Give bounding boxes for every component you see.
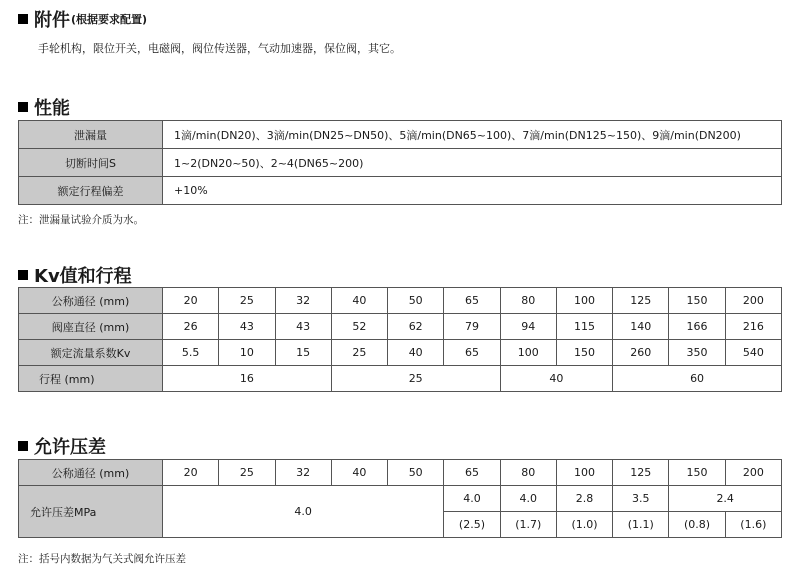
nominal-cell: 200 bbox=[725, 288, 781, 314]
seat-cell: 216 bbox=[725, 314, 781, 340]
pressure-group-cell: 4.0 bbox=[163, 486, 444, 538]
nominal-cell: 100 bbox=[556, 288, 612, 314]
leakage-label: 泄漏量 bbox=[19, 121, 163, 149]
flow-cell: 15 bbox=[275, 340, 331, 366]
kv-table bbox=[18, 287, 782, 392]
table-row bbox=[19, 460, 782, 486]
nominal-cell: 25 bbox=[219, 460, 275, 486]
nominal-cell: 32 bbox=[275, 288, 331, 314]
nominal-cell: 150 bbox=[669, 460, 725, 486]
table-row bbox=[19, 288, 782, 314]
shutoff-time-label: 切断时间S bbox=[19, 149, 163, 177]
pressure-lower-cell: (2.5) bbox=[444, 512, 500, 538]
stroke-deviation-label: 额定行程偏差 bbox=[19, 177, 163, 205]
pressure-note: 注：括号内数据为气关式阀允许压差 bbox=[18, 553, 186, 565]
pressure-lower-cell: (1.0) bbox=[556, 512, 612, 538]
flow-cell: 100 bbox=[500, 340, 556, 366]
flow-cell: 40 bbox=[388, 340, 444, 366]
pressure-upper-cell: 2.4 bbox=[669, 486, 782, 512]
nominal-cell: 50 bbox=[388, 460, 444, 486]
kv-title: Kv值和行程 bbox=[34, 266, 132, 287]
performance-table bbox=[18, 120, 782, 205]
pressure-lower-cell: (1.1) bbox=[613, 512, 669, 538]
shutoff-time-value: 1~2(DN20~50)、2~4(DN65~200) bbox=[163, 149, 782, 177]
nominal-cell: 100 bbox=[556, 460, 612, 486]
pressure-upper-cell: 2.8 bbox=[556, 486, 612, 512]
flow-cell: 25 bbox=[331, 340, 387, 366]
nominal-cell: 125 bbox=[613, 288, 669, 314]
stroke-label: 行程 (mm) bbox=[19, 366, 163, 392]
nominal-cell: 65 bbox=[444, 288, 500, 314]
seat-cell: 140 bbox=[613, 314, 669, 340]
flow-cell: 350 bbox=[669, 340, 725, 366]
flow-coefficient-label: 额定流量系数Kv bbox=[19, 340, 163, 366]
accessories-text: 手轮机构，限位开关，电磁阀，阀位传送器，气动加速器，保位阀，其它。 bbox=[38, 42, 401, 55]
performance-title: 性能 bbox=[34, 98, 70, 119]
seat-cell: 79 bbox=[444, 314, 500, 340]
bullet-square-icon bbox=[18, 14, 28, 24]
pressure-title: 允许压差 bbox=[34, 437, 106, 458]
flow-cell: 65 bbox=[444, 340, 500, 366]
pressure-upper-cell: 4.0 bbox=[500, 486, 556, 512]
flow-cell: 5.5 bbox=[163, 340, 219, 366]
allowable-pressure-label: 允许压差MPa bbox=[19, 486, 163, 538]
stroke-cell: 25 bbox=[331, 366, 500, 392]
leakage-value: 1滴/min(DN20)、3滴/min(DN25~DN50)、5滴/min(DN65~100)、7滴/min(DN125~150)、9滴/min(DN200) bbox=[163, 121, 782, 149]
nominal-cell: 80 bbox=[500, 288, 556, 314]
stroke-cell: 40 bbox=[500, 366, 613, 392]
nominal-cell: 200 bbox=[725, 460, 781, 486]
nominal-cell: 150 bbox=[669, 288, 725, 314]
nominal-diameter-label: 公称通径 (mm) bbox=[19, 460, 163, 486]
stroke-cell: 16 bbox=[163, 366, 332, 392]
seat-cell: 26 bbox=[163, 314, 219, 340]
accessories-title: 附件 bbox=[34, 10, 70, 31]
pressure-lower-cell: (1.7) bbox=[500, 512, 556, 538]
stroke-deviation-value: +10% bbox=[163, 177, 782, 205]
seat-cell: 43 bbox=[275, 314, 331, 340]
table-row bbox=[19, 121, 782, 149]
pressure-lower-cell: (0.8) bbox=[669, 512, 725, 538]
nominal-cell: 25 bbox=[219, 288, 275, 314]
table-row bbox=[19, 149, 782, 177]
pressure-upper-cell: 4.0 bbox=[444, 486, 500, 512]
table-row bbox=[19, 366, 782, 392]
flow-cell: 10 bbox=[219, 340, 275, 366]
table-row bbox=[19, 314, 782, 340]
bullet-square-icon bbox=[18, 270, 28, 280]
nominal-cell: 20 bbox=[163, 288, 219, 314]
flow-cell: 540 bbox=[725, 340, 781, 366]
nominal-cell: 40 bbox=[331, 288, 387, 314]
nominal-cell: 80 bbox=[500, 460, 556, 486]
seat-cell: 166 bbox=[669, 314, 725, 340]
pressure-table bbox=[18, 459, 782, 538]
bullet-square-icon bbox=[18, 441, 28, 451]
pressure-heading bbox=[18, 433, 106, 459]
nominal-diameter-label: 公称通径 (mm) bbox=[19, 288, 163, 314]
nominal-cell: 20 bbox=[163, 460, 219, 486]
flow-cell: 150 bbox=[556, 340, 612, 366]
seat-cell: 43 bbox=[219, 314, 275, 340]
pressure-lower-cell: (1.6) bbox=[725, 512, 781, 538]
nominal-cell: 32 bbox=[275, 460, 331, 486]
seat-cell: 62 bbox=[388, 314, 444, 340]
accessories-subtitle: (根据要求配置) bbox=[71, 13, 148, 26]
flow-cell: 260 bbox=[613, 340, 669, 366]
kv-heading bbox=[18, 262, 132, 288]
seat-cell: 94 bbox=[500, 314, 556, 340]
stroke-cell: 60 bbox=[613, 366, 782, 392]
nominal-cell: 125 bbox=[613, 460, 669, 486]
nominal-cell: 50 bbox=[388, 288, 444, 314]
seat-diameter-label: 阀座直径 (mm) bbox=[19, 314, 163, 340]
table-row bbox=[19, 340, 782, 366]
pressure-upper-cell: 3.5 bbox=[613, 486, 669, 512]
table-row bbox=[19, 486, 782, 512]
nominal-cell: 65 bbox=[444, 460, 500, 486]
nominal-cell: 40 bbox=[331, 460, 387, 486]
accessories-heading bbox=[18, 6, 147, 32]
performance-note: 注：泄漏量试验介质为水。 bbox=[18, 214, 144, 226]
table-row bbox=[19, 177, 782, 205]
bullet-square-icon bbox=[18, 102, 28, 112]
seat-cell: 52 bbox=[331, 314, 387, 340]
seat-cell: 115 bbox=[556, 314, 612, 340]
performance-heading bbox=[18, 94, 70, 120]
